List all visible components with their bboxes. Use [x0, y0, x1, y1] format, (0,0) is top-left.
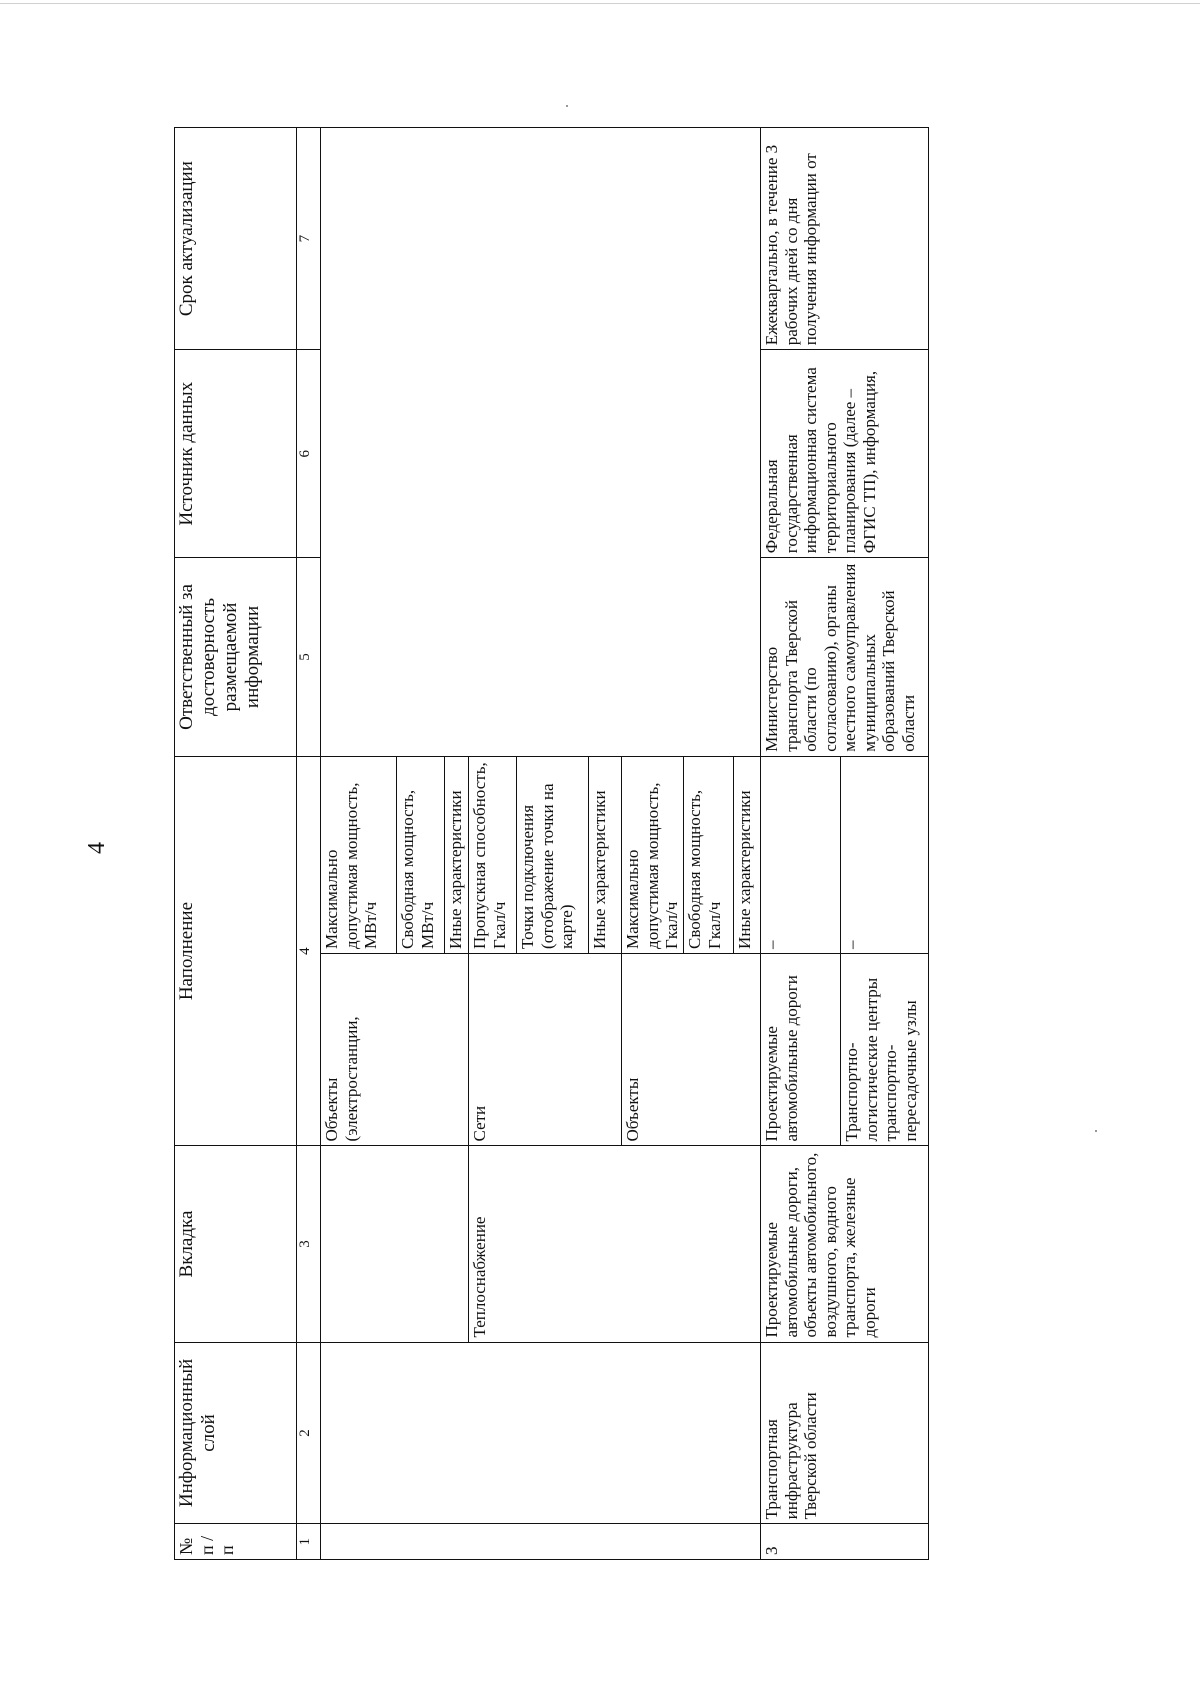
scan-edge-line: [0, 3, 1200, 4]
number-row: [297, 128, 321, 1560]
content-type-cell: Объекты: [622, 953, 761, 1146]
col-number-cell: 5: [297, 558, 321, 756]
col-number-cell: 2: [297, 1342, 321, 1524]
content-detail-cell: –: [841, 756, 929, 953]
col-number-cell: 3: [297, 1146, 321, 1342]
content-type-cell: Объекты (электростанции,: [321, 953, 469, 1146]
data-table: [174, 127, 929, 1560]
content-type-cell: Сети: [469, 953, 622, 1146]
col-number-cell: 6: [297, 350, 321, 558]
table-cell: [321, 128, 761, 757]
content-detail-cell: Максимально допустимая мощность, Гкал/ч: [622, 756, 684, 953]
table-cell: [321, 1146, 469, 1342]
content-detail-cell: Иные характеристики: [445, 756, 469, 953]
content-detail-cell: –: [761, 756, 841, 953]
header-col-term: Срок актуализации: [175, 128, 297, 350]
source-cell: Федеральная государственная информационная система территориального планирования (далее – ФГИС ТП), информация,: [761, 350, 929, 558]
tab-cell: Проектируемые автомобильные дороги, объекты автомобильного, воздушного, водного транспорта, железные дороги: [761, 1146, 929, 1342]
content-detail-cell: Максимально допустимая мощность, МВт/ч: [321, 756, 397, 953]
header-col-tab: Вкладка: [175, 1146, 297, 1342]
header-col-content: Наполнение: [175, 756, 297, 1146]
scan-speck: [1095, 1130, 1097, 1132]
row-number-cell: 3: [761, 1524, 929, 1560]
term-cell: Ежеквартально, в течение 3 рабочих дней со дня получения информации от: [761, 128, 929, 350]
content-detail-cell: Иные характеристики: [589, 756, 622, 953]
content-type-cell: Транспортно-логистические центры транспортно-пересадочные узлы: [841, 953, 929, 1146]
content-detail-cell: Пропускная способность, Гкал/ч: [469, 756, 517, 953]
table-row: [761, 128, 841, 1560]
page-number: 4: [84, 842, 110, 854]
content-type-cell: Проектируемые автомобильные дороги: [761, 953, 841, 1146]
content-detail-cell: Свободная мощность, МВт/ч: [397, 756, 445, 953]
table-cell: [321, 1342, 761, 1524]
col-number-cell: 7: [297, 128, 321, 350]
content-detail-cell: Свободная мощность, Гкал/ч: [684, 756, 734, 953]
col-number-cell: 4: [297, 756, 321, 1146]
content-detail-cell: Иные характеристики: [734, 756, 761, 953]
table-row: [321, 128, 397, 1560]
header-col-layer: Информационный слой: [175, 1342, 297, 1524]
responsible-cell: Министерство транспорта Тверской области (по согласованию), органы местного самоуправления муниципальных образований Тверской области: [761, 558, 929, 756]
header-col-responsible: Ответственный за достоверность размещаемой информации: [175, 558, 297, 756]
header-row: [175, 128, 297, 1560]
content-detail-cell: Точки подключения (отображение точки на карте): [517, 756, 589, 953]
tab-cell: Теплоснабжение: [469, 1146, 761, 1342]
table-cell: [321, 1524, 761, 1560]
rotated-table-container: [174, 127, 920, 1560]
scan-speck: [566, 105, 568, 107]
col-number-cell: 1: [297, 1524, 321, 1560]
header-col-number: № п / п: [175, 1524, 297, 1560]
layer-cell: Транспортная инфраструктура Тверской области: [761, 1342, 929, 1524]
header-col-source: Источник данных: [175, 350, 297, 558]
